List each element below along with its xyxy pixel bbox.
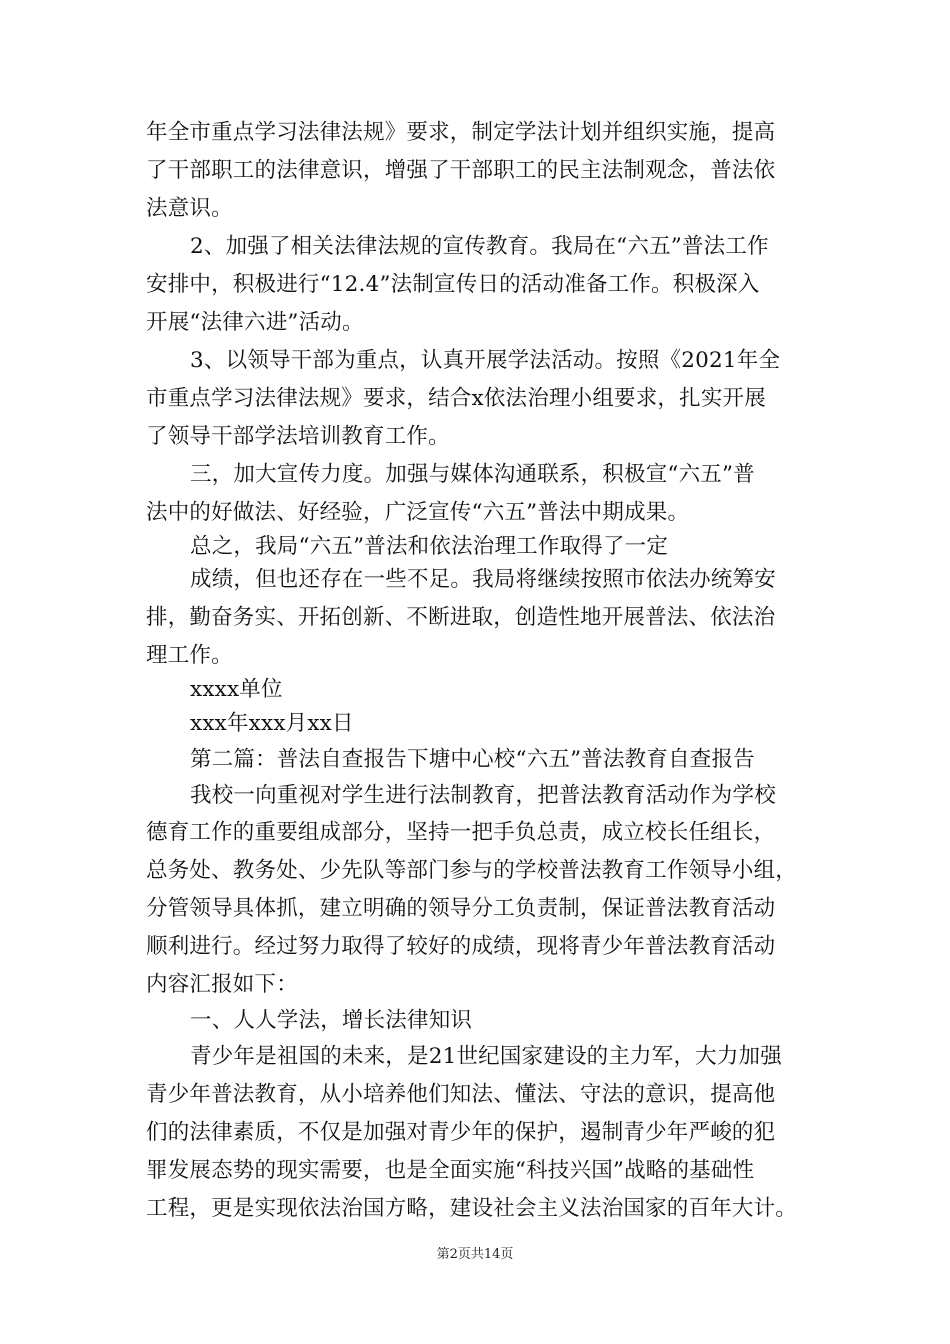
text-line: 了干部职工的法律意识，增强了干部职工的民主法制观念，普法依 — [146, 158, 776, 183]
text-line: 3、以领导干部为重点，认真开展学法活动。按照《2021年全 — [190, 348, 781, 373]
text-line: 2、加强了相关法律法规的宣传教育。我局在“六五”普法工作 — [190, 234, 769, 259]
text-line: 顺利进行。经过努力取得了较好的成绩，现将青少年普法教育活动 — [146, 934, 776, 959]
text-line: 开展“法律六进”活动。 — [146, 310, 364, 335]
text-line: 年全市重点学习法律法规》要求，制定学法计划并组织实施，提高 — [146, 120, 776, 145]
text-line: 罪发展态势的现实需要，也是全面实施“科技兴国”战略的基础性 — [146, 1158, 755, 1183]
text-line: 排，勤奋务实、开拓创新、不断进取，创造性地开展普法、依法治 — [146, 605, 776, 630]
text-line: 总务处、教务处、少先队等部门参与的学校普法教育工作领导小组， — [146, 858, 798, 883]
text-line: 市重点学习法律法规》要求，结合x依法治理小组要求，扎实开展 — [146, 386, 766, 411]
signature-unit: xxxx单位 — [190, 677, 283, 702]
subsection-heading: 一、人人学法，增长法律知识 — [190, 1008, 473, 1033]
text-line: 德育工作的重要组成部分，坚持一把手负总责，成立校长任组长， — [146, 820, 776, 845]
text-line: 三，加大宣传力度。加强与媒体沟通联系，积极宣“六五”普 — [190, 462, 755, 487]
text-line: 法中的好做法、好经验，广泛宣传“六五”普法中期成果。 — [146, 500, 690, 525]
text-line: 青少年普法教育，从小培养他们知法、懂法、守法的意识，提高他 — [146, 1082, 776, 1107]
text-line: 分管领导具体抓，建立明确的领导分工负责制，保证普法教育活动 — [146, 896, 776, 921]
text-line: 法意识。 — [146, 196, 233, 221]
text-line: 安排中，积极进行“12.4”法制宣传日的活动准备工作。积极深入 — [146, 272, 760, 297]
page-number: 第2页共14页 — [436, 1247, 514, 1262]
signature-date: xxx年xxx月xx日 — [190, 711, 354, 736]
text-line: 了领导干部学法培训教育工作。 — [146, 424, 450, 449]
section-heading: 第二篇：普法自查报告下塘中心校“六五”普法教育自查报告 — [190, 747, 755, 772]
text-line: 我校一向重视对学生进行法制教育，把普法教育活动作为学校 — [190, 783, 776, 808]
text-line: 总之，我局“六五”普法和依法治理工作取得了一定 — [190, 534, 669, 559]
text-line: 青少年是祖国的未来，是21世纪国家建设的主力军，大力加强 — [190, 1044, 782, 1069]
text-line: 理工作。 — [146, 643, 233, 668]
text-line: 们的法律素质，不仅是加强对青少年的保护，遏制青少年严峻的犯 — [146, 1120, 776, 1145]
text-line: 内容汇报如下： — [146, 972, 298, 997]
text-line: 工程，更是实现依法治国方略，建设社会主义法治国家的百年大计。 — [146, 1196, 798, 1221]
text-line: 成绩，但也还存在一些不足。我局将继续按照市依法办统筹安 — [190, 567, 776, 592]
